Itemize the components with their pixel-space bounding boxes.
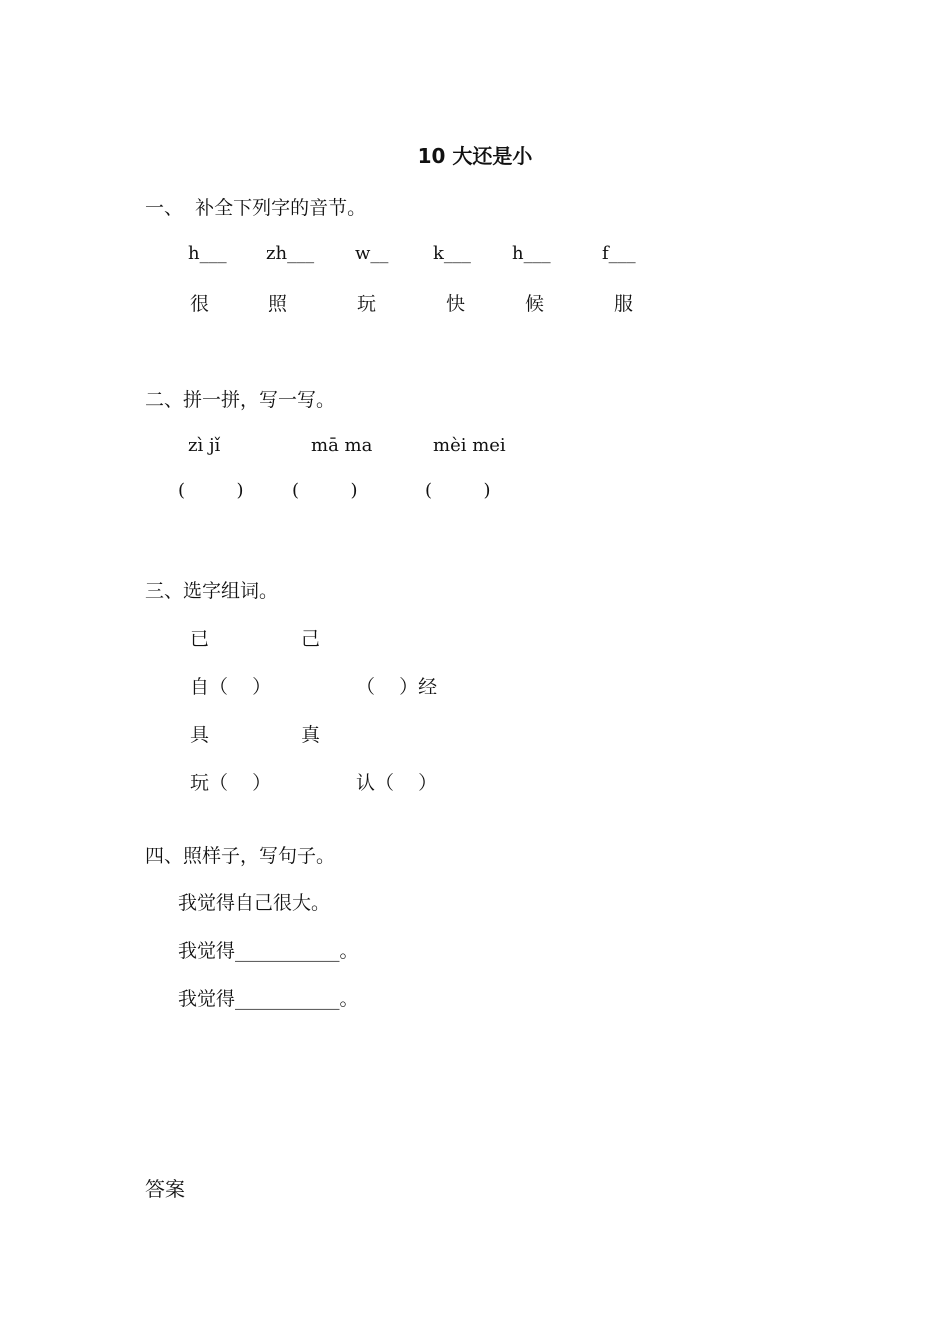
char-5: 候 — [525, 293, 545, 315]
pair1-char-1: 已 — [190, 628, 210, 650]
fill-line-1: 我觉得___________。 — [178, 940, 359, 962]
char-6: 服 — [614, 293, 634, 315]
blank-2: ( ) — [292, 480, 358, 501]
syllable-5: h___ — [512, 243, 551, 264]
word2-1: 玩（ ） — [190, 772, 272, 794]
page-title: 10 大还是小 — [417, 144, 533, 168]
word2-2: 认（ ） — [356, 772, 438, 794]
syllable-3: w__ — [355, 243, 389, 264]
char-3: 玩 — [357, 293, 377, 315]
syllable-6: f___ — [602, 243, 636, 264]
pair2-char-2: 真 — [301, 724, 321, 746]
section4-heading: 四、照样子，写句子。 — [145, 845, 336, 867]
section1-heading: 一、 补全下列字的音节。 — [145, 197, 367, 219]
syllable-2: zh___ — [266, 243, 315, 264]
section3-heading: 三、选字组词。 — [145, 580, 279, 602]
pinyin-2: mā ma — [311, 435, 373, 456]
pinyin-1: zì jǐ — [188, 435, 221, 456]
pair1-char-2: 己 — [301, 628, 321, 650]
char-1: 很 — [190, 293, 210, 315]
blank-1: ( ) — [178, 480, 244, 501]
fill-line-2: 我觉得___________。 — [178, 988, 359, 1010]
blank-3: ( ) — [425, 480, 491, 501]
section2-heading: 二、拼一拼，写一写。 — [145, 389, 336, 411]
answer-heading: 答案 — [145, 1177, 185, 1201]
char-4: 快 — [446, 293, 466, 315]
syllable-4: k___ — [433, 243, 471, 264]
pinyin-3: mèi mei — [433, 435, 506, 456]
char-2: 照 — [268, 293, 288, 315]
word1-1: 自（ ） — [190, 676, 272, 698]
example-sentence: 我觉得自己很大。 — [178, 892, 331, 914]
word1-2: （ ）经 — [356, 676, 438, 698]
pair2-char-1: 具 — [190, 724, 210, 746]
syllable-1: h___ — [188, 243, 227, 264]
